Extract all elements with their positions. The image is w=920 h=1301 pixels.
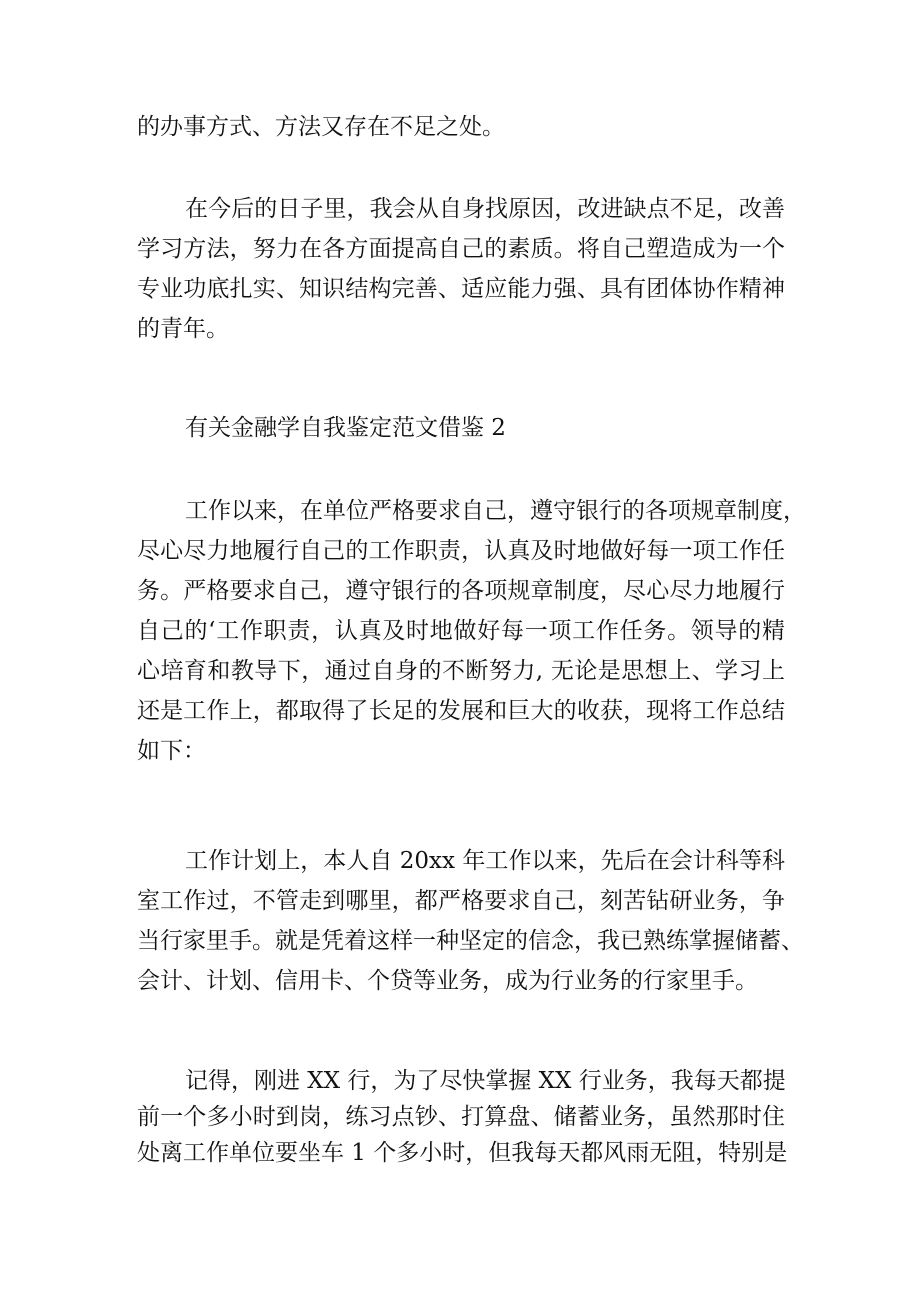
paragraph-line: 处离工作单位要坐车 1 个多小时，但我每天都风雨无阻，特别是 (137, 1140, 788, 1166)
paragraph-line: 当行家里手。就是凭着这样一种坚定的信念，我已熟练掌握储蓄、 (137, 928, 804, 954)
paragraph-line: 心培育和教导下，通过自身的不断努力, 无论是思想上、学习上 (137, 658, 785, 684)
paragraph-line: 尽心尽力地履行自己的工作职责，认真及时地做好每一项工作任 (137, 538, 785, 564)
paragraph-1 (137, 107, 785, 147)
paragraph-line: 工作以来，在单位严格要求自己，遵守银行的各项规章制度， (185, 498, 806, 524)
paragraph-line: 务。严格要求自己，遵守银行的各项规章制度，尽心尽力地履行 (137, 578, 785, 604)
section-heading: 有关金融学自我鉴定范文借鉴 2 (185, 415, 506, 441)
paragraph-4 (137, 841, 804, 1001)
paragraph-line: 如下： (137, 738, 206, 764)
paragraph-line: 的办事方式、方法又存在不足之处。 (137, 114, 505, 140)
paragraph-line: 学习方法，努力在各方面提高自己的素质。将自己塑造成为一个 (137, 236, 785, 262)
paragraph-line: 的青年。 (137, 316, 229, 342)
paragraph-line: 会计、计划、信用卡、个贷等业务，成为行业务的行家里手。 (137, 968, 758, 994)
paragraph-5 (137, 1063, 788, 1171)
paragraph-3 (137, 491, 806, 771)
paragraph-line: 前一个多小时到岗，练习点钞、打算盘、储蓄业务，虽然那时住 (137, 1104, 785, 1130)
paragraph-line: 自己的‘工作职责，认真及时地做好每一项工作任务。领导的精 (137, 618, 785, 644)
paragraph-2 (137, 189, 785, 349)
paragraph-line: 还是工作上，都取得了长足的发展和巨大的收获，现将工作总结 (137, 698, 785, 724)
paragraph-line: 在今后的日子里，我会从自身找原因，改进缺点不足，改善 (185, 196, 785, 222)
paragraph-line: 室工作过，不管走到哪里，都严格要求自己，刻苦钻研业务，争 (137, 888, 785, 914)
paragraph-line: 专业功底扎实、知识结构完善、适应能力强、具有团体协作精神 (137, 276, 785, 302)
paragraph-line: 记得，刚进 XX 行，为了尽快掌握 XX 行业务，我每天都提 (185, 1068, 786, 1094)
paragraph-line: 工作计划上，本人自 20xx 年工作以来，先后在会计科等科 (185, 848, 785, 874)
